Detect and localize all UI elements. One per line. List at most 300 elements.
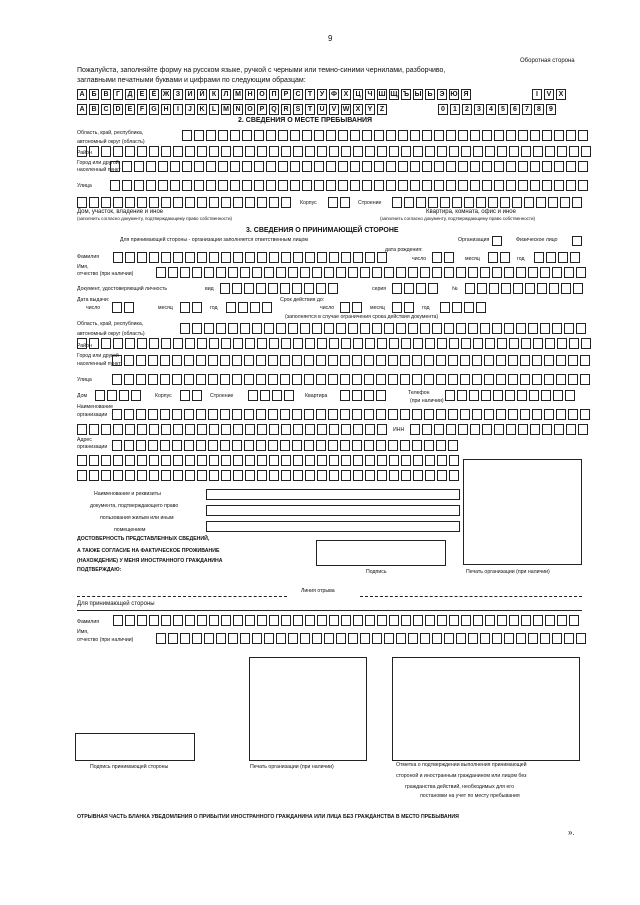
entry-cell[interactable] (293, 424, 303, 435)
entry-cell[interactable] (107, 390, 117, 401)
entry-cell[interactable] (581, 338, 591, 349)
entry-cell[interactable] (206, 130, 216, 141)
entry-cell[interactable] (125, 615, 135, 626)
entry-cell[interactable] (124, 440, 134, 451)
entry-cell[interactable] (422, 130, 432, 141)
tear-familia-field[interactable] (113, 615, 581, 627)
entry-cell[interactable] (496, 355, 506, 366)
entry-cell[interactable] (412, 440, 422, 451)
entry-cell[interactable] (501, 283, 511, 294)
entry-cell[interactable] (326, 161, 336, 172)
entry-cell[interactable] (257, 455, 267, 466)
entry-cell[interactable] (256, 283, 266, 294)
birth-year-field[interactable] (534, 252, 582, 264)
entry-cell[interactable] (488, 197, 498, 208)
entry-cell[interactable] (238, 302, 248, 313)
entry-cell[interactable] (209, 424, 219, 435)
entry-cell[interactable] (504, 633, 514, 644)
entry-cell[interactable] (398, 161, 408, 172)
entry-cell[interactable] (112, 374, 122, 385)
entry-cell[interactable] (269, 470, 279, 481)
entry-cell[interactable] (568, 355, 578, 366)
entry-cell[interactable] (340, 355, 350, 366)
entry-cell[interactable] (268, 355, 278, 366)
entry-cell[interactable] (206, 180, 216, 191)
entry-cell[interactable] (161, 615, 171, 626)
entry-cell[interactable] (338, 130, 348, 141)
entry-cell[interactable] (401, 146, 411, 157)
entry-cell[interactable] (425, 455, 435, 466)
entry-cell[interactable] (424, 355, 434, 366)
entry-cell[interactable] (524, 197, 534, 208)
entry-cell[interactable] (425, 470, 435, 481)
entry-cell[interactable] (218, 130, 228, 141)
entry-cell[interactable] (281, 338, 291, 349)
entry-cell[interactable] (326, 130, 336, 141)
entry-cell[interactable] (472, 409, 482, 420)
entry-cell[interactable] (473, 146, 483, 157)
entry-cell[interactable] (576, 267, 586, 278)
entry-cell[interactable] (305, 455, 315, 466)
entry-cell[interactable] (317, 146, 327, 157)
entry-cell[interactable] (208, 355, 218, 366)
entry-cell[interactable] (446, 180, 456, 191)
entry-cell[interactable] (412, 355, 422, 366)
entry-cell[interactable] (172, 409, 182, 420)
entry-cell[interactable] (293, 470, 303, 481)
entry-cell[interactable] (148, 355, 158, 366)
entry-cell[interactable] (554, 180, 564, 191)
entry-cell[interactable] (112, 355, 122, 366)
entry-cell[interactable] (134, 180, 144, 191)
entry-cell[interactable] (446, 130, 456, 141)
entry-cell[interactable] (549, 283, 559, 294)
entry-cell[interactable] (338, 180, 348, 191)
entry-cell[interactable] (377, 252, 387, 263)
entry-cell[interactable] (284, 390, 294, 401)
entry-cell[interactable] (552, 323, 562, 334)
entry-cell[interactable] (422, 161, 432, 172)
entry-cell[interactable] (161, 146, 171, 157)
entry-cell[interactable] (316, 409, 326, 420)
entry-cell[interactable] (434, 161, 444, 172)
entry-cell[interactable] (257, 470, 267, 481)
entry-cell[interactable] (300, 323, 310, 334)
entry-cell[interactable] (389, 470, 399, 481)
entry-cell[interactable] (578, 180, 588, 191)
entry-cell[interactable] (578, 130, 588, 141)
entry-cell[interactable] (365, 338, 375, 349)
entry-cell[interactable] (209, 615, 219, 626)
entry-cell[interactable] (468, 267, 478, 278)
entry-cell[interactable] (432, 267, 442, 278)
entry-cell[interactable] (404, 197, 414, 208)
entry-cell[interactable] (209, 470, 219, 481)
entry-cell[interactable] (149, 252, 159, 263)
entry-cell[interactable] (505, 390, 515, 401)
entry-cell[interactable] (136, 374, 146, 385)
entry-cell[interactable] (377, 424, 387, 435)
entry-cell[interactable] (324, 633, 334, 644)
entry-cell[interactable] (398, 180, 408, 191)
entry-cell[interactable] (520, 409, 530, 420)
entry-cell[interactable] (240, 323, 250, 334)
seria-field[interactable] (392, 283, 440, 295)
entry-cell[interactable] (521, 146, 531, 157)
tear-sign-box[interactable] (75, 733, 195, 761)
kv-field[interactable] (392, 197, 584, 209)
entry-cell[interactable] (232, 283, 242, 294)
entry-cell[interactable] (353, 252, 363, 263)
entry-cell[interactable] (131, 390, 141, 401)
entry-cell[interactable] (281, 470, 291, 481)
entry-cell[interactable] (125, 338, 135, 349)
entry-cell[interactable] (521, 338, 531, 349)
entry-cell[interactable] (360, 323, 370, 334)
entry-cell[interactable] (316, 440, 326, 451)
entry-cell[interactable] (197, 615, 207, 626)
entry-cell[interactable] (376, 374, 386, 385)
telefon-field[interactable] (445, 390, 577, 402)
entry-cell[interactable] (182, 180, 192, 191)
entry-cell[interactable] (388, 409, 398, 420)
entry-cell[interactable] (290, 130, 300, 141)
entry-cell[interactable] (553, 390, 563, 401)
entry-cell[interactable] (161, 197, 171, 208)
entry-cell[interactable] (341, 338, 351, 349)
org-stamp-box[interactable] (463, 459, 582, 565)
entry-cell[interactable] (440, 302, 450, 313)
entry-cell[interactable] (264, 633, 274, 644)
entry-cell[interactable] (196, 440, 206, 451)
entry-cell[interactable] (420, 267, 430, 278)
entry-cell[interactable] (477, 283, 487, 294)
entry-cell[interactable] (365, 252, 375, 263)
entry-cell[interactable] (209, 146, 219, 157)
entry-cell[interactable] (544, 355, 554, 366)
entry-cell[interactable] (328, 197, 338, 208)
entry-cell[interactable] (278, 180, 288, 191)
entry-cell[interactable] (101, 424, 111, 435)
entry-cell[interactable] (396, 323, 406, 334)
entry-cell[interactable] (388, 374, 398, 385)
entry-cell[interactable] (384, 323, 394, 334)
entry-cell[interactable] (554, 130, 564, 141)
entry-cell[interactable] (232, 374, 242, 385)
entry-cell[interactable] (216, 267, 226, 278)
entry-cell[interactable] (268, 409, 278, 420)
street3-field[interactable] (112, 374, 592, 386)
entry-cell[interactable] (392, 197, 402, 208)
entry-cell[interactable] (436, 355, 446, 366)
entry-cell[interactable] (458, 130, 468, 141)
entry-cell[interactable] (280, 283, 290, 294)
entry-cell[interactable] (269, 615, 279, 626)
entry-cell[interactable] (113, 615, 123, 626)
entry-cell[interactable] (518, 180, 528, 191)
entry-cell[interactable] (125, 424, 135, 435)
entry-cell[interactable] (336, 323, 346, 334)
entry-cell[interactable] (557, 615, 567, 626)
entry-cell[interactable] (149, 338, 159, 349)
entry-cell[interactable] (341, 424, 351, 435)
entry-cell[interactable] (304, 283, 314, 294)
entry-cell[interactable] (182, 161, 192, 172)
entry-cell[interactable] (220, 409, 230, 420)
entry-cell[interactable] (160, 409, 170, 420)
entry-cell[interactable] (196, 374, 206, 385)
entry-cell[interactable] (244, 440, 254, 451)
entry-cell[interactable] (408, 267, 418, 278)
entry-cell[interactable] (437, 470, 447, 481)
entry-cell[interactable] (492, 323, 502, 334)
entry-cell[interactable] (476, 302, 486, 313)
entry-cell[interactable] (226, 302, 236, 313)
entry-cell[interactable] (340, 409, 350, 420)
entry-cell[interactable] (312, 633, 322, 644)
entry-cell[interactable] (537, 283, 547, 294)
entry-cell[interactable] (269, 197, 279, 208)
entry-cell[interactable] (280, 355, 290, 366)
entry-cell[interactable] (348, 633, 358, 644)
entry-cell[interactable] (350, 180, 360, 191)
entry-cell[interactable] (242, 180, 252, 191)
entry-cell[interactable] (262, 302, 272, 313)
entry-cell[interactable] (245, 424, 255, 435)
birth-day-field[interactable] (432, 252, 456, 264)
entry-cell[interactable] (220, 440, 230, 451)
birth-month-field[interactable] (488, 252, 512, 264)
entry-cell[interactable] (305, 470, 315, 481)
entry-cell[interactable] (244, 374, 254, 385)
entry-cell[interactable] (548, 197, 558, 208)
entry-cell[interactable] (372, 633, 382, 644)
entry-cell[interactable] (180, 390, 190, 401)
entry-cell[interactable] (528, 323, 538, 334)
entry-cell[interactable] (470, 424, 480, 435)
entry-cell[interactable] (196, 409, 206, 420)
entry-cell[interactable] (160, 355, 170, 366)
entry-cell[interactable] (494, 161, 504, 172)
inn-field[interactable] (410, 424, 590, 436)
entry-cell[interactable] (228, 633, 238, 644)
entry-cell[interactable] (197, 470, 207, 481)
entry-cell[interactable] (460, 374, 470, 385)
entry-cell[interactable] (437, 146, 447, 157)
entry-cell[interactable] (328, 374, 338, 385)
entry-cell[interactable] (389, 455, 399, 466)
entry-cell[interactable] (448, 440, 458, 451)
entry-cell[interactable] (446, 161, 456, 172)
entry-cell[interactable] (288, 633, 298, 644)
entry-cell[interactable] (482, 130, 492, 141)
entry-cell[interactable] (288, 323, 298, 334)
entry-cell[interactable] (101, 146, 111, 157)
entry-cell[interactable] (300, 633, 310, 644)
entry-cell[interactable] (580, 374, 590, 385)
entry-cell[interactable] (492, 633, 502, 644)
entry-cell[interactable] (317, 470, 327, 481)
entry-cell[interactable] (305, 146, 315, 157)
entry-cell[interactable] (312, 267, 322, 278)
entry-cell[interactable] (566, 161, 576, 172)
entry-cell[interactable] (448, 355, 458, 366)
entry-cell[interactable] (425, 146, 435, 157)
entry-cell[interactable] (221, 615, 231, 626)
entry-cell[interactable] (220, 283, 230, 294)
entry-cell[interactable] (525, 283, 535, 294)
entry-cell[interactable] (281, 197, 291, 208)
entry-cell[interactable] (148, 374, 158, 385)
entry-cell[interactable] (194, 130, 204, 141)
entry-cell[interactable] (410, 180, 420, 191)
entry-cell[interactable] (580, 409, 590, 420)
region3-field-2[interactable] (77, 338, 593, 350)
entry-cell[interactable] (449, 470, 459, 481)
entry-cell[interactable] (125, 470, 135, 481)
entry-cell[interactable] (288, 267, 298, 278)
entry-cell[interactable] (137, 455, 147, 466)
entry-cell[interactable] (208, 374, 218, 385)
entry-cell[interactable] (509, 338, 519, 349)
entry-cell[interactable] (101, 470, 111, 481)
tear-stamp-box[interactable] (249, 657, 367, 761)
entry-cell[interactable] (552, 633, 562, 644)
entry-cell[interactable] (456, 633, 466, 644)
entry-cell[interactable] (192, 267, 202, 278)
entry-cell[interactable] (386, 130, 396, 141)
entry-cell[interactable] (252, 633, 262, 644)
entry-cell[interactable] (89, 470, 99, 481)
entry-cell[interactable] (184, 355, 194, 366)
entry-cell[interactable] (544, 409, 554, 420)
entry-cell[interactable] (413, 455, 423, 466)
entry-cell[interactable] (317, 615, 327, 626)
entry-cell[interactable] (136, 409, 146, 420)
entry-cell[interactable] (541, 390, 551, 401)
entry-cell[interactable] (554, 424, 564, 435)
entry-cell[interactable] (221, 146, 231, 157)
entry-cell[interactable] (350, 130, 360, 141)
entry-cell[interactable] (257, 252, 267, 263)
entry-cell[interactable] (124, 302, 134, 313)
entry-cell[interactable] (341, 252, 351, 263)
entry-cell[interactable] (389, 615, 399, 626)
entry-cell[interactable] (440, 197, 450, 208)
entry-cell[interactable] (545, 615, 555, 626)
entry-cell[interactable] (197, 455, 207, 466)
city3-field[interactable] (112, 355, 592, 367)
entry-cell[interactable] (556, 409, 566, 420)
entry-cell[interactable] (420, 633, 430, 644)
entry-cell[interactable] (149, 470, 159, 481)
entry-cell[interactable] (197, 252, 207, 263)
entry-cell[interactable] (494, 424, 504, 435)
entry-cell[interactable] (460, 409, 470, 420)
entry-cell[interactable] (209, 455, 219, 466)
entry-cell[interactable] (408, 323, 418, 334)
entry-cell[interactable] (470, 161, 480, 172)
entry-cell[interactable] (221, 197, 231, 208)
entry-cell[interactable] (208, 409, 218, 420)
entry-cell[interactable] (565, 390, 575, 401)
entry-cell[interactable] (329, 146, 339, 157)
entry-cell[interactable] (517, 390, 527, 401)
entry-cell[interactable] (276, 633, 286, 644)
entry-cell[interactable] (257, 338, 267, 349)
entry-cell[interactable] (146, 161, 156, 172)
entry-cell[interactable] (264, 267, 274, 278)
entry-cell[interactable] (281, 252, 291, 263)
entry-cell[interactable] (221, 455, 231, 466)
entry-cell[interactable] (292, 283, 302, 294)
entry-cell[interactable] (149, 146, 159, 157)
entry-cell[interactable] (401, 470, 411, 481)
entry-cell[interactable] (554, 161, 564, 172)
entry-cell[interactable] (513, 283, 523, 294)
entry-cell[interactable] (398, 130, 408, 141)
entry-cell[interactable] (148, 440, 158, 451)
entry-cell[interactable] (269, 252, 279, 263)
entry-cell[interactable] (329, 252, 339, 263)
entry-cell[interactable] (518, 161, 528, 172)
entry-cell[interactable] (328, 440, 338, 451)
entry-cell[interactable] (376, 409, 386, 420)
entry-cell[interactable] (546, 252, 556, 263)
adres-field-3[interactable] (77, 470, 461, 482)
entry-cell[interactable] (302, 161, 312, 172)
entry-cell[interactable] (449, 338, 459, 349)
dom3-field[interactable] (95, 390, 143, 402)
entry-cell[interactable] (173, 338, 183, 349)
entry-cell[interactable] (160, 374, 170, 385)
entry-cell[interactable] (113, 455, 123, 466)
entry-cell[interactable] (233, 615, 243, 626)
entry-cell[interactable] (437, 338, 447, 349)
entry-cell[interactable] (185, 146, 195, 157)
entry-cell[interactable] (293, 338, 303, 349)
entry-cell[interactable] (168, 267, 178, 278)
entry-cell[interactable] (184, 409, 194, 420)
entry-cell[interactable] (506, 424, 516, 435)
entry-cell[interactable] (533, 146, 543, 157)
entry-cell[interactable] (556, 355, 566, 366)
entry-cell[interactable] (436, 440, 446, 451)
entry-cell[interactable] (532, 374, 542, 385)
entry-cell[interactable] (509, 146, 519, 157)
entry-cell[interactable] (388, 355, 398, 366)
entry-cell[interactable] (413, 146, 423, 157)
entry-cell[interactable] (353, 615, 363, 626)
entry-cell[interactable] (353, 338, 363, 349)
entry-cell[interactable] (95, 390, 105, 401)
issue-year-field[interactable] (226, 302, 274, 314)
entry-cell[interactable] (422, 424, 432, 435)
entry-cell[interactable] (257, 424, 267, 435)
entry-cell[interactable] (184, 440, 194, 451)
entry-cell[interactable] (185, 455, 195, 466)
entry-cell[interactable] (148, 409, 158, 420)
entry-cell[interactable] (182, 130, 192, 141)
entry-cell[interactable] (77, 197, 87, 208)
entry-cell[interactable] (192, 302, 202, 313)
entry-cell[interactable] (137, 338, 147, 349)
entry-cell[interactable] (578, 424, 588, 435)
entry-cell[interactable] (184, 374, 194, 385)
entry-cell[interactable] (156, 267, 166, 278)
entry-cell[interactable] (448, 374, 458, 385)
entry-cell[interactable] (317, 252, 327, 263)
